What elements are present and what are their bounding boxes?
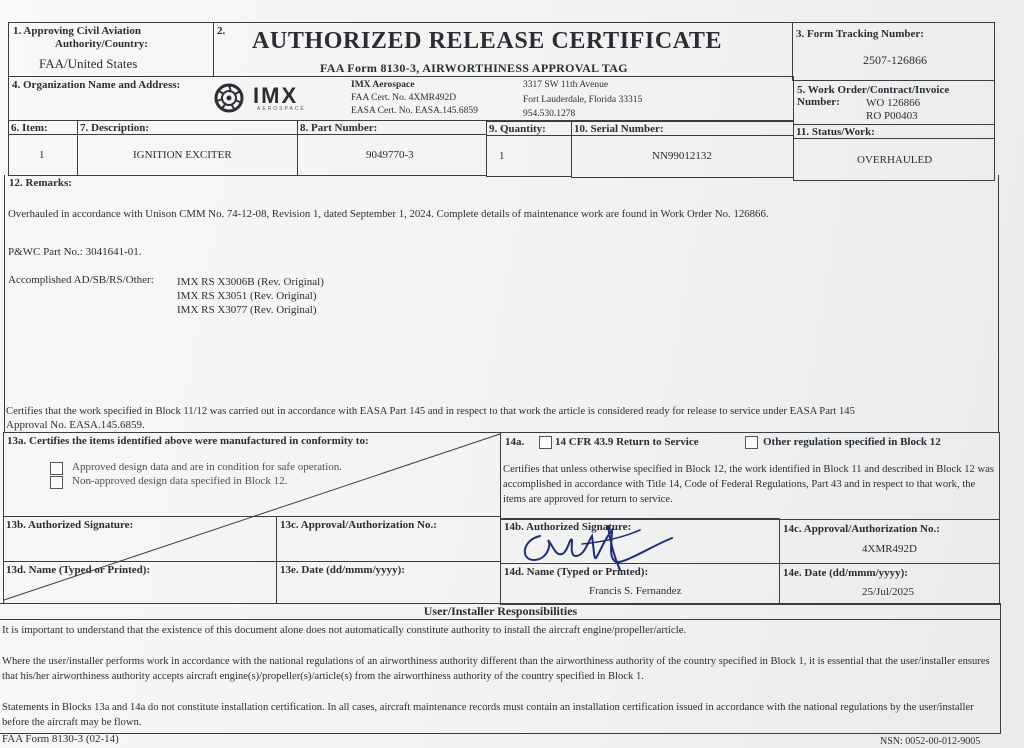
status-work: OVERHAULED [857, 154, 933, 166]
remarks-pwc: P&WC Part No.: 3041641-01. [8, 246, 142, 258]
remarks-label: 12. Remarks: [9, 177, 72, 189]
authorization-number: 4XMR492D [862, 543, 918, 555]
h10: 10. Serial Number: [574, 123, 664, 135]
org-street: 3317 SW 11th Avenue [523, 80, 609, 90]
form-number: FAA Form 8130-3 (02-14) [2, 733, 119, 745]
block-1-label: 1. Approving Civil Aviation [13, 25, 141, 37]
org-city: Fort Lauderdale, Florida 33315 [523, 95, 643, 105]
h9: 9. Quantity: [489, 123, 546, 135]
signer-name: Francis S. Fernandez [589, 585, 682, 597]
user-installer-para-3: Statements in Blocks 13a and 14a do not constitute installation certification. In all cases, aircraft maintenance records must contain an installation certification issued in accordance with the national regulations by the user/installer before the aircraft may be flown. [2, 702, 974, 728]
block-5-label: 5. Work Order/Contract/Invoice [797, 84, 950, 96]
signature-icon [512, 516, 682, 574]
approved-design-text: Approved design data and are in condition for safe operation. [72, 461, 343, 473]
ro-number: RO P00403 [866, 110, 918, 122]
remarks-ad-2: IMX RS X3051 (Rev. Original) [177, 290, 317, 302]
block-14b-label: 14b. Authorized Signature: [504, 521, 632, 533]
block-13e-label: 13e. Date (dd/mmm/yyyy): [280, 564, 405, 576]
item-description: IGNITION EXCITER [133, 149, 232, 161]
block-2-label: 2. [217, 25, 226, 37]
block-14c-label: 14c. Approval/Authorization No.: [783, 523, 940, 535]
form-tracking-number: 2507-126866 [863, 53, 927, 67]
h8: 8. Part Number: [300, 122, 378, 134]
non-approved-design-text: Non-approved design data specified in Block 12. [72, 475, 288, 487]
imx-logo-text: IMX [253, 83, 299, 108]
part-number: 9049770-3 [366, 149, 414, 161]
block-14e-label: 14e. Date (dd/mmm/yyyy): [783, 567, 908, 579]
release-date: 25/Jul/2025 [862, 586, 914, 598]
imx-logo-sub: AEROSPACE [257, 106, 306, 112]
work-order-number: WO 126866 [866, 97, 921, 109]
block-14a-label: 14a. [505, 436, 525, 448]
user-installer-para-1: It is important to understand that the existence of this document alone does not automatically constitute authority to install the aircraft engine/propeller/article. [2, 624, 687, 636]
h7: 7. Description: [80, 122, 150, 134]
certificate-subtitle: FAA Form 8130-3, AIRWORTHINESS APPROVAL TAG [320, 61, 628, 75]
serial-number: NN99012132 [652, 150, 712, 162]
remarks-ad-3: IMX RS X3077 (Rev. Original) [177, 304, 317, 316]
block-1-label-2: Authority/Country: [55, 38, 148, 50]
nsn-number: NSN: 0052-00-012-9005 [880, 736, 981, 747]
remarks-easa-line-2: Approval No. EASA.145.6859. [6, 419, 145, 431]
block-5-label-2: Number: [797, 96, 840, 108]
org-faa-cert: FAA Cert. No. 4XMR492D [351, 93, 457, 103]
h6: 6. Item: [11, 122, 48, 134]
block-13a-label: 13a. Certifies the items identified above were manufactured in conformity to: [7, 435, 369, 447]
block-14d-label: 14d. Name (Typed or Printed): [504, 566, 649, 578]
remarks-easa-line-1: Certifies that the work specified in Block 11/12 was carried out in accordance with EASA Part 145 and in respect to that work the article is considered ready for release to service under EASA Part 145 [6, 406, 855, 417]
quantity: 1 [499, 150, 505, 162]
org-easa-cert: EASA Cert. No. EASA.145.6859 [351, 106, 478, 116]
org-phone: 954.530.1278 [523, 109, 576, 119]
block-14a-certification: Certifies that unless otherwise specified in Block 12, the work identified in Block 11 and described in Block 12 was accomplished in accordance with Title 14, Code of Federal Regulations, Part 43 and in respect to that work, the items are approved for return to service. [503, 464, 994, 505]
h11: 11. Status/Work: [796, 126, 875, 138]
block-13c-label: 13c. Approval/Authorization No.: [280, 519, 437, 531]
certificate-title: AUTHORIZED RELEASE CERTIFICATE [252, 28, 723, 54]
block-4-label: 4. Organization Name and Address: [12, 79, 181, 91]
user-installer-section [0, 603, 1001, 734]
block-13d-label: 13d. Name (Typed or Printed): [6, 564, 151, 576]
block-3-label: 3. Form Tracking Number: [796, 28, 924, 40]
item-number: 1 [39, 149, 45, 161]
heading-divider [0, 619, 1001, 620]
approving-authority: FAA/United States [39, 56, 138, 71]
remarks-ad-label: Accomplished AD/SB/RS/Other: [8, 274, 154, 286]
cfr-label: 14 CFR 43.9 Return to Service [555, 436, 699, 448]
user-installer-para-2: Where the user/installer performs work in accordance with the national regulations of an airworthiness authority different than the airworthiness authority of the country specified in Block 1, it is essential that the user/installer ensures that his/her airworthiness authority accepts aircraft engine(s)/propeller(s)/article(s) from the airworthiness authority of the country specified in Block 1. [2, 656, 990, 682]
other-regulation-label: Other regulation specified in Block 12 [763, 436, 941, 448]
remarks-line-1: Overhauled in accordance with Unison CMM No. 74-12-08, Revision 1, dated September 1, 2024. Complete details of maintenance work are found in Work Order No. 126866. [8, 208, 769, 220]
user-installer-heading: User/Installer Responsibilities [423, 604, 578, 618]
remarks-ad-1: IMX RS X3006B (Rev. Original) [177, 276, 324, 288]
block-13b-label: 13b. Authorized Signature: [6, 519, 134, 531]
org-name: IMX Aerospace [351, 80, 415, 90]
